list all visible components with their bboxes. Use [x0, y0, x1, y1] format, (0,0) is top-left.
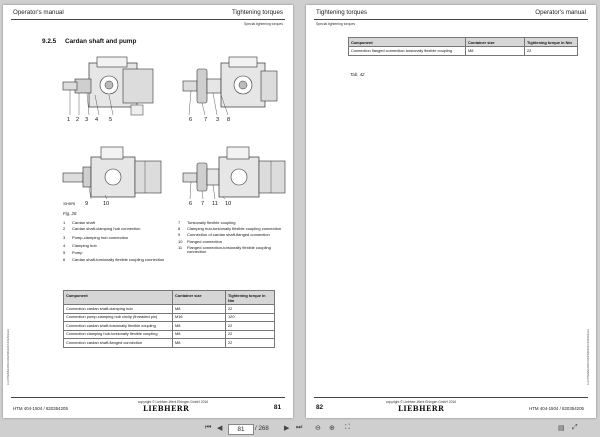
drawing-code: 30HBPB [63, 202, 76, 206]
legend-text: Flanged connection [187, 238, 222, 244]
footer-rule [11, 397, 285, 398]
legend-item [178, 221, 286, 226]
legend-text: Flanged connection-torsionally flexible coupling connection [187, 244, 271, 255]
table-label: Tab. 42 [350, 72, 365, 77]
last-page-icon[interactable]: ⏭ [296, 424, 303, 431]
legend-text: Torsionally flexible coupling [187, 220, 236, 225]
table-cell: Connection cardan shaft-flanged connection [64, 339, 173, 348]
legend-num: 6 [63, 257, 66, 263]
legend-item [63, 236, 171, 241]
callout-11: 11 [212, 201, 218, 207]
brand-logo: LIEBHERR [398, 404, 445, 413]
column-header: Tightening torque in Nm [226, 291, 275, 305]
legend-item [63, 227, 171, 232]
column-header: Component [349, 38, 466, 47]
legend-text: Cardan shaft [72, 220, 95, 225]
page-count: / 268 [255, 425, 269, 432]
table-cell: Connection cardan shaft-clamping hub [64, 305, 173, 314]
legend-right [178, 221, 286, 257]
legend-num: 2 [63, 226, 66, 232]
legend-item [178, 240, 286, 245]
table-cell: Connection flanged connection-torsionally flexible coupling [349, 47, 466, 56]
header-right: Operator's manual [535, 9, 586, 16]
callout-10: 10 [103, 201, 110, 207]
footer-rule [314, 397, 588, 398]
doc-id: HTM 404-1504 / 820354205 [529, 406, 584, 411]
column-header: Container size [173, 291, 226, 305]
legend-num: 11 [178, 244, 183, 250]
callout-9: 9 [85, 201, 89, 207]
callout-5: 5 [109, 117, 113, 123]
header-rule [314, 19, 588, 20]
pump-drawing-top-left [61, 55, 161, 123]
legend-num: 3 [63, 234, 66, 240]
next-page-icon[interactable]: ▶ [284, 425, 290, 432]
table-cell: M8 [173, 330, 226, 339]
callout-1: 1 [67, 117, 71, 123]
page-number-input[interactable]: 81 [228, 424, 254, 435]
page-number: 82 [316, 404, 324, 411]
table-cell: 22 [226, 305, 275, 314]
legend-num: 4 [63, 243, 66, 249]
viewer-toolbar [0, 422, 600, 437]
legend-item [63, 221, 171, 226]
cardan-drawing-bottom-left [61, 143, 169, 203]
subheader: Special tightening torques [316, 22, 356, 26]
coupling-drawing-top-right [181, 55, 281, 123]
figure-label: Fig. 26 [63, 211, 77, 216]
legend-num: 5 [63, 249, 66, 255]
zoom-out-icon[interactable]: ⊖ [315, 425, 321, 432]
table-cell: 22 [226, 322, 275, 331]
previous-page-icon[interactable]: ◀ [217, 425, 223, 432]
legend-num: 8 [178, 226, 181, 232]
legend-item [178, 246, 286, 255]
column-header: Container size [466, 38, 525, 47]
legend-text: Pump-clamping hub connection [72, 234, 129, 240]
coupling-drawing-bottom-right [181, 143, 291, 203]
table-cell: 22 [226, 330, 275, 339]
table-cell: M16 [173, 313, 226, 322]
column-header: Component [64, 291, 173, 305]
legend-num: 7 [178, 220, 181, 225]
table-row [64, 330, 275, 339]
table-row [64, 322, 275, 331]
callout-4: 4 [95, 117, 99, 123]
table-row [349, 47, 578, 56]
callout-2: 2 [76, 117, 80, 123]
table-cell: M8 [173, 339, 226, 348]
section-title: Cardan shaft and pump [65, 38, 137, 45]
column-header: Tightening torque in Nm [525, 38, 578, 47]
table-cell: 22 [525, 47, 578, 56]
table-row [64, 313, 275, 322]
table-cell: Connection cardan shaft-torsionally flexible coupling [64, 322, 173, 331]
table-cell: Connection pump-clamping hub circlip (threaded pin) [64, 313, 173, 322]
subheader: Special tightening torques [243, 22, 283, 26]
first-page-icon[interactable]: ⏮ [205, 424, 212, 431]
fullscreen-icon[interactable]: ⛶ [345, 424, 350, 431]
callout-7: 7 [204, 117, 208, 123]
side-code: LHVP/EB/ER/MA/HM/400/EN/1/DEN/EHA [6, 328, 10, 385]
table-row [64, 305, 275, 314]
brand-logo: LIEBHERR [143, 404, 190, 413]
table-header-row [64, 291, 275, 305]
callout-6b: 6 [189, 201, 193, 207]
header-left: Tightening torques [316, 9, 368, 16]
table-cell: M8 [173, 305, 226, 314]
legend-num: 10 [178, 238, 183, 244]
table-row [64, 339, 275, 348]
header-right: Tightening torques [231, 9, 283, 16]
legend-num: 1 [63, 220, 66, 225]
table-cell: 120 [226, 313, 275, 322]
legend-item [63, 251, 171, 256]
legend-num: 9 [178, 232, 181, 238]
torque-table [63, 290, 275, 348]
table-header-row [349, 38, 578, 47]
legend-text: Clamping hub [72, 243, 97, 249]
table-cell: M8 [173, 322, 226, 331]
left-page [3, 5, 293, 418]
legend-text: Pump [72, 249, 83, 255]
legend-item [63, 258, 171, 263]
legend-item [178, 227, 286, 232]
sidebar-toggle-icon[interactable]: ▤ [558, 425, 565, 432]
legend-item [63, 244, 171, 249]
callout-3b: 3 [216, 117, 220, 123]
legend-text: Cardan shaft-clamping hub connection [72, 226, 141, 232]
copyright: copyright © Liebherr-Werk Ehingen GmbH 2016 [137, 400, 209, 404]
callout-6: 6 [189, 117, 193, 123]
section-number: 9.2.5 [42, 38, 57, 45]
legend-left [63, 221, 171, 264]
callout-7b: 7 [201, 201, 205, 207]
torque-table [348, 37, 578, 56]
side-code: LHVP/EB/ER/MA/HM/400/EN/1/DEN/EHA [586, 328, 590, 385]
legend-text: Cardan shaft-torsionally flexible coupling connection [72, 257, 165, 263]
legend-text: Connection of cardan shaft-flanged connection [187, 232, 270, 238]
page-number: 81 [273, 404, 281, 411]
doc-id: HTM 404-1504 / 820354205 [13, 406, 68, 411]
legend-text: Clamping hub-torsionally flexible coupling connection [187, 226, 282, 232]
table-cell: M8 [466, 47, 525, 56]
table-cell: Connection clamping hub-torsionally flexible coupling [64, 330, 173, 339]
expand-icon[interactable]: ⤢ [572, 424, 578, 431]
callout-8: 8 [227, 117, 231, 123]
header-left: Operator's manual [13, 9, 64, 16]
legend-item [178, 233, 286, 238]
zoom-in-icon[interactable]: ⊕ [329, 425, 335, 432]
callout-3: 3 [85, 117, 89, 123]
table-cell: 22 [226, 339, 275, 348]
header-rule [11, 19, 285, 20]
callout-10b: 10 [225, 201, 232, 207]
right-page [306, 5, 596, 418]
copyright: copyright © Liebherr-Werk Ehingen GmbH 2016 [385, 400, 457, 404]
